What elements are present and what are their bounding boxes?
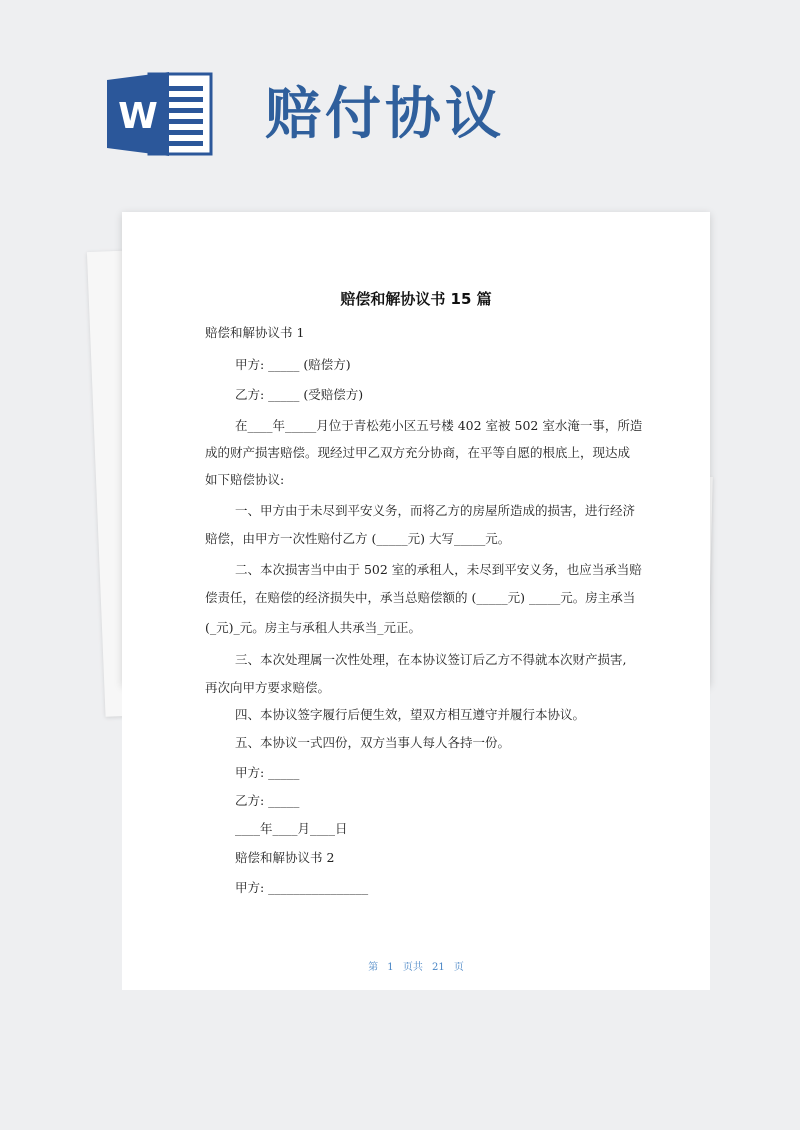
page-footer: 第 1 页共 21 页 [368,962,464,973]
word-icon [105,72,213,156]
clause-2-line: (_元)_元。房主与承租人共承当_元正。 [205,620,422,635]
party-b-line: 乙方: _____ (受赔偿方) [235,387,364,402]
clause-3-line: 三、本次处理属一次性处理，在本协议签订后乙方不得就本次财产损害, [235,652,627,667]
clause-1-line: 一、甲方由于未尽到平安义务，而将乙方的房屋所造成的损害，进行经济 [235,503,636,518]
signature-party-b: 乙方: _____ [235,793,300,808]
body-line: 成的财产损害赔偿。现经过甲乙双方充分协商，在平等自愿的根底上，现达成 [205,445,631,460]
clause-1-line: 赔偿，由甲方一次性赔付乙方 (_____元) 大写_____元。 [205,531,511,546]
section-heading-1: 赔偿和解协议书 1 [205,325,305,340]
banner [105,72,665,168]
party-a-line-2: 甲方: ________________ [235,880,369,895]
clause-2-line: 二、本次损害当中由于 502 室的承租人，未尽到平安义务，也应当承当赔 [235,562,642,577]
clause-4-line: 四、本协议签字履行后便生效，望双方相互遵守并履行本协议。 [235,707,586,722]
banner-title: 赔付协议 [265,82,505,147]
document-title: 赔偿和解协议书 15 篇 [340,290,492,308]
clause-5-line: 五、本协议一式四份，双方当事人每人各持一份。 [235,735,511,750]
signature-date: ____年____月____日 [235,821,348,836]
clause-3-line: 再次向甲方要求赔偿。 [205,680,331,695]
word-icon-letter: W [118,96,158,137]
signature-party-a: 甲方: _____ [235,765,300,780]
body-line: 如下赔偿协议: [205,472,285,487]
clause-2-line: 偿责任，在赔偿的经济损失中，承当总赔偿额的 (_____元) _____元。房主承当 [205,590,636,605]
body-line: 在____年_____月位于青松苑小区五号楼 402 室被 502 室水淹一事，所造 [235,418,643,433]
party-a-line: 甲方: _____ (赔偿方) [235,357,351,372]
section-heading-2: 赔偿和解协议书 2 [235,850,335,865]
